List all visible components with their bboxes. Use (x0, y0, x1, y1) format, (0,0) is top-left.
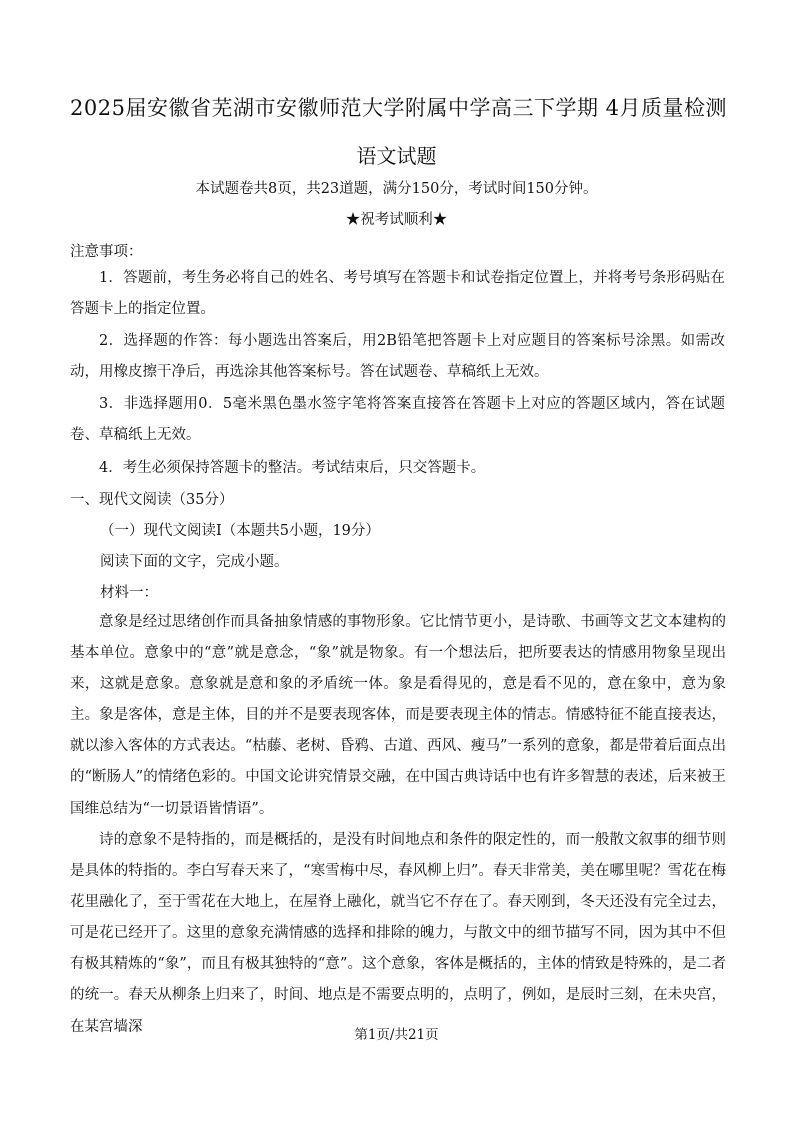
exam-subtitle: 语文试题 (356, 144, 437, 168)
notice-item-3: 3．非选择题用0．5毫米黑色墨水签字笔将答案直接答在答题卡上对应的答题区域内，答在试题卷、草稿纸上无效。 (70, 396, 725, 443)
subsection-heading: （一）现代文阅读Ⅰ（本题共5小题，19分） (100, 523, 380, 539)
material-paragraph-2: 诗的意象不是特指的，而是概括的，是没有时间地点和条件的限定性的，而一般散文叙事的细节则是具体的特指的。李白写春天来了，“寒雪梅中尽，春风柳上归”。春天非常美，美在哪里呢？雪花在梅花里融化了，至于雪花在大地上，在屋脊上融化，就当它不存在了。春天刚到，冬天还没有完全过去，可是花已经开了。这里的意象充满情感的选择和排除的魄力，与散文中的细节描写不同，因为其中不但有极其精炼的“象”，而且有极其独特的“意”。这个意象，客体是概括的，主体的情致是特殊的，是二者的统一。春天从柳条上归来了，时间、地点是不需要点明的，点明了，例如，是辰时三刻，在未央宫，在某宫墙深 (70, 832, 726, 1035)
exam-info: 本试题卷共8页，共23道题，满分150分，考试时间150分钟。 (195, 181, 598, 197)
section-heading: 一、现代文阅读（35分） (70, 492, 234, 508)
exam-title: 2025届安徽省芜湖市安徽师范大学附属中学高三下学期 4月质量检测 (70, 96, 727, 120)
page-footer: 第1页/共21页 (354, 1027, 439, 1043)
material-paragraph-1: 意象是经过思绪创作而具备抽象情感的事物形象。它比情节更小，是诗歌、书画等文艺文本建构的基本单位。意象中的“意”就是意念，“象”就是物象。有一个想法后，把所要表达的情感用物象呈现出来，这就是意象。意象就是意和象的矛盾统一体。象是看得见的，意是看不见的，意在象中，意为象主。象是客体，意是主体，目的并不是要表现客体，而是要表现主体的情志。情感特征不能直接表达，就以渗入客体的方式表达。“枯藤、老树、昏鸦、古道、西风、瘦马”一系列的意象，都是带着后面点出的“断肠人”的情绪色彩的。中国文论讲究情景交融，在中国古典诗话中也有许多智慧的表述，后来被王国维总结为“一切景语皆情语”。 (70, 614, 726, 817)
notice-item-4: 4．考生必须保持答题卡的整洁。考试结束后，只交答题卡。 (99, 460, 486, 476)
reading-instruction: 阅读下面的文字，完成小题。 (100, 554, 289, 570)
material-label: 材料一： (100, 585, 158, 601)
blessing-line: ★祝考试顺利★ (345, 212, 448, 228)
notice-item-2: 2．选择题的作答：每小题选出答案后，用2B铅笔把答题卡上对应题目的答案标号涂黑。如需改动，用橡皮擦干净后，再选涂其他答案标号。答在试题卷、草稿纸上无效。 (70, 333, 725, 380)
notice-item-1: 1．答题前，考生务必将自己的姓名、考号填写在答题卡和试卷指定位置上，并将考号条形码贴在答题卡上的指定位置。 (70, 270, 725, 317)
notice-heading: 注意事项： (70, 244, 143, 260)
